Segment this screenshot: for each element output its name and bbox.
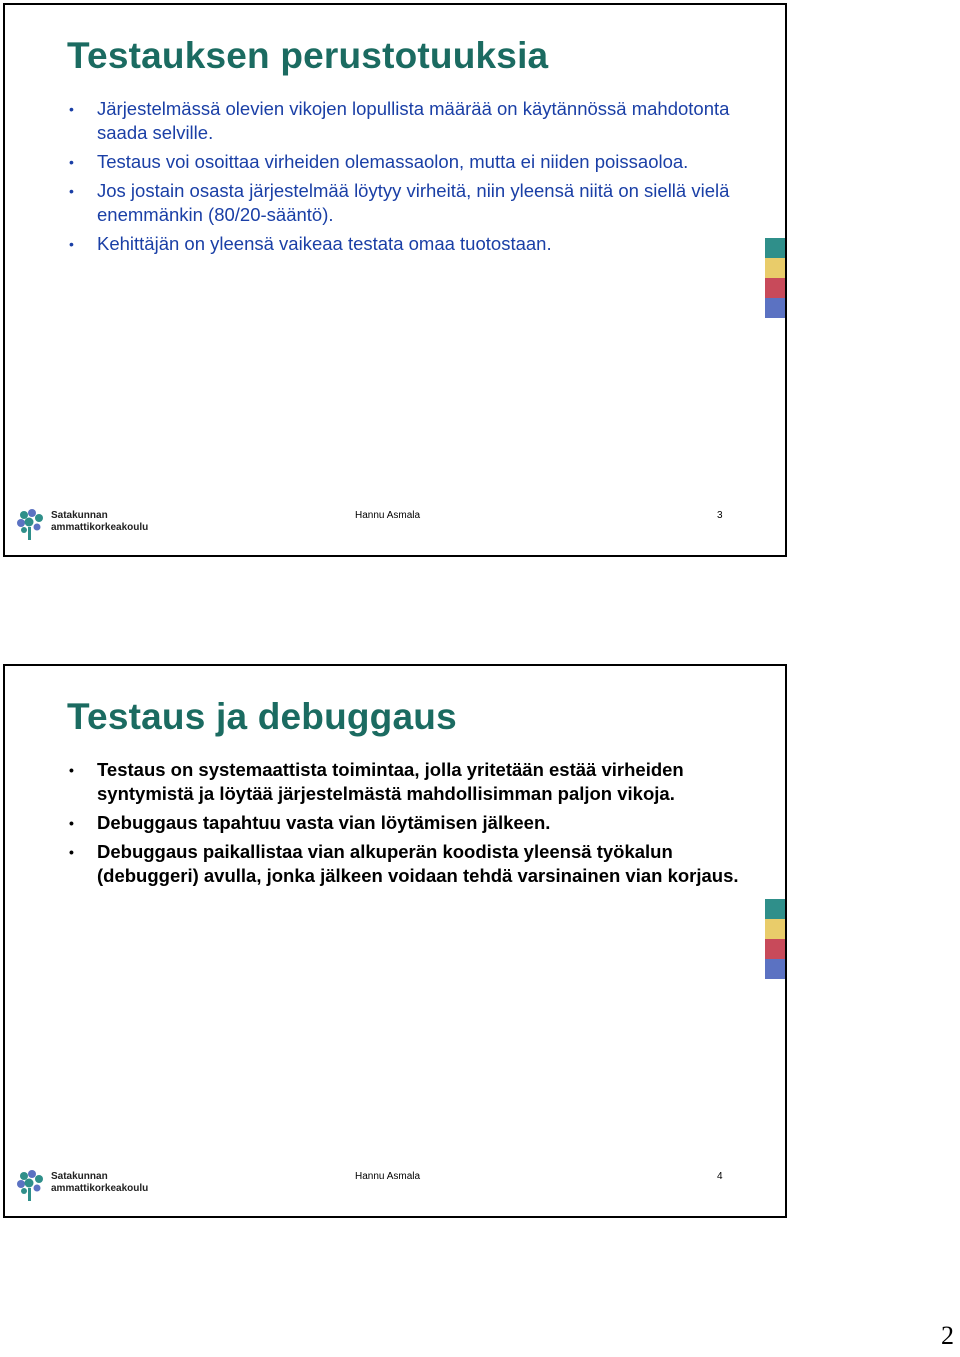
logo [15, 507, 150, 543]
bullet-text: Testaus on systemaattista toimintaa, jolla yritetään estää virheiden syntymistä ja löytää järjestelmästä mahdollisimman paljon vikoja. [97, 759, 684, 804]
color-bar-red [765, 939, 785, 959]
color-bar-red [765, 278, 785, 298]
bullet-item [67, 150, 767, 174]
bullet-item [67, 758, 767, 806]
bullet-text: Testaus voi osoittaa virheiden olemassaolon, mutta ei niiden poissaoloa. [97, 151, 689, 172]
logo-text: Satakunnan ammattikorkeakoulu [51, 1171, 149, 1194]
color-bar-blue [765, 298, 785, 318]
bullet-item [67, 97, 767, 145]
bullet-icon: • [69, 762, 74, 778]
bullet-icon: • [69, 236, 74, 252]
bullet-text: Järjestelmässä olevien vikojen lopullista määrää on käytännössä mahdotonta saada selville. [97, 98, 730, 143]
bullet-text: Jos jostain osasta järjestelmää löytyy virheitä, niin yleensä niitä on siellä vielä enemmänkin (80/20-sääntö). [97, 180, 730, 225]
slide-title: Testaus ja debuggaus [67, 696, 457, 737]
logo [15, 1168, 150, 1204]
bullet-item [67, 179, 767, 227]
bullet-item [67, 840, 767, 888]
footer-author: Hannu Asmala [355, 1171, 421, 1182]
slide-3 [3, 3, 787, 557]
color-bars [765, 899, 785, 979]
bullet-icon: • [69, 154, 74, 170]
page-number: 2 [941, 1321, 954, 1350]
slide-title: Testauksen perustotuuksia [67, 35, 549, 76]
bullet-icon: • [69, 844, 74, 860]
slide-4 [3, 664, 787, 1218]
color-bar-yellow [765, 919, 785, 939]
bullet-text: Debuggaus tapahtuu vasta vian löytämisen jälkeen. [97, 812, 551, 833]
slide-number: 3 [717, 510, 723, 521]
color-bar-teal [765, 238, 785, 258]
color-bars [765, 238, 785, 318]
tree-logo-icon [15, 1168, 47, 1202]
bullet-text: Kehittäjän on yleensä vaikeaa testata omaa tuotostaan. [97, 233, 552, 254]
bullet-list [67, 758, 767, 893]
color-bar-blue [765, 959, 785, 979]
logo-text: Satakunnan ammattikorkeakoulu [51, 510, 149, 533]
bullet-item [67, 232, 767, 256]
bullet-icon: • [69, 101, 74, 117]
color-bar-yellow [765, 258, 785, 278]
bullet-icon: • [69, 183, 74, 199]
bullet-icon: • [69, 815, 74, 831]
color-bar-teal [765, 899, 785, 919]
slide-number: 4 [717, 1171, 723, 1182]
bullet-text: Debuggaus paikallistaa vian alkuperän koodista yleensä työkalun (debuggeri) avulla, jonka jälkeen voidaan tehdä varsinainen vian korjaus. [97, 841, 739, 886]
bullet-item [67, 811, 767, 835]
tree-logo-icon [15, 507, 47, 541]
bullet-list [67, 97, 767, 261]
footer-author: Hannu Asmala [355, 510, 421, 521]
